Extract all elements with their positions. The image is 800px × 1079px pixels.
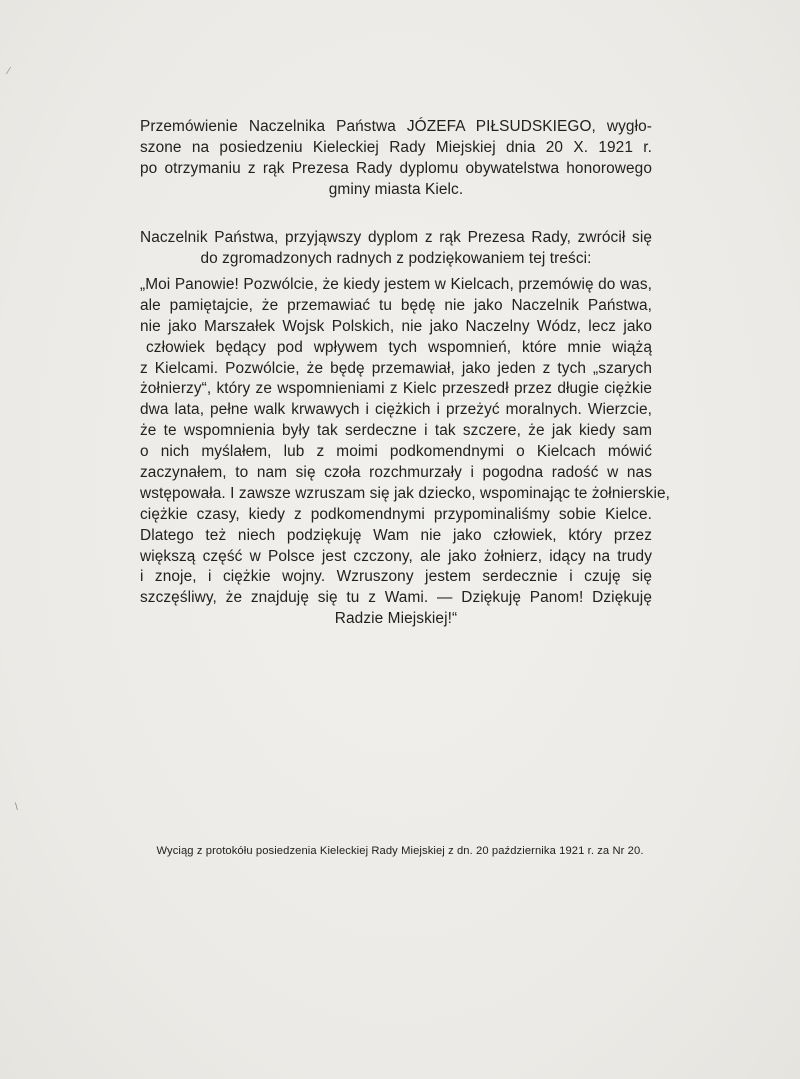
speech-line: zaczynałem, to nam się czoła rozchmurzały i pogodna radość w nas xyxy=(140,464,652,482)
speech-line: człowiek będący pod wpływem tych wspomnień, które mnie wiążą xyxy=(146,338,652,356)
document-footer-note: Wyciąg z protokółu posiedzenia Kieleckiej Rady Miejskiej z dn. 20 października 1921 r. za Nr 20. xyxy=(156,845,644,857)
intro-paragraph xyxy=(140,228,652,270)
intro-line: Naczelnik Państwa, przyjąwszy dyplom z rąk Prezesa Rady, zwrócił się xyxy=(140,229,652,246)
speech-line: i znoje, i ciężkie wojny. Wzruszony jestem serdecznie i czuję się xyxy=(140,568,652,586)
speech-line: Radzie Miejskiej!“ xyxy=(334,610,458,628)
speech-line: że te wspomnienia były tak serdeczne i tak szczere, że jak kiedy sam xyxy=(140,422,652,440)
speech-line: dwa lata, pełne walk krwawych i ciężkich i przeżyć moralnych. Wierzcie, xyxy=(140,401,652,419)
speech-line: nie jako Marszałek Wojsk Polskich, nie jako Naczelny Wódz, lecz jako xyxy=(140,317,652,335)
intro-line: do zgromadzonych radnych z podziękowaniem tej treści: xyxy=(200,249,592,267)
paper-speck: \ xyxy=(15,802,18,813)
title-line: po otrzymaniu z rąk Prezesa Rady dyplomu obywatelstwa honorowego xyxy=(140,159,652,177)
document-title-block xyxy=(140,117,652,201)
speech-line: żołnierzy“, który ze wspomnieniami z Kielc przeszedł przez długie ciężkie xyxy=(140,380,652,398)
title-line: Przemówienie Naczelnika Państwa JÓZEFA PIŁSUDSKIEGO, wygło- xyxy=(140,118,652,135)
title-line: gminy miasta Kielc. xyxy=(328,180,464,198)
title-line: szone na posiedzeniu Kieleckiej Rady Miejskiej dnia 20 X. 1921 r. xyxy=(140,138,652,156)
speech-paragraph xyxy=(140,275,671,630)
speech-line: wstępowała. I zawsze wzruszam się jak dziecko, wspominając te żołnierskie, xyxy=(140,484,671,502)
speech-line: z Kielcami. Pozwólcie, że będę przemawiał, jako jeden z tych „szarych xyxy=(140,359,652,377)
speech-line: ciężkie czasy, kiedy z podkomendnymi przypominaliśmy sobie Kielce. xyxy=(140,505,652,523)
speech-line: większą część w Polsce jest czczony, ale jako żołnierz, idący na trudy xyxy=(140,547,652,565)
speech-line: ale pamiętajcie, że przemawiać tu będę nie jako Naczelnik Państwa, xyxy=(140,296,652,314)
speech-line: o nich myślałem, lub z moimi podkomendnymi o Kielcach mówić xyxy=(140,443,652,461)
paper-speck: ⁄ xyxy=(8,66,10,77)
speech-line: „Moi Panowie! Pozwólcie, że kiedy jestem w Kielcach, przemówię do was, xyxy=(140,276,652,293)
speech-line: Dlatego też niech podziękuję Wam nie jako człowiek, który przez xyxy=(140,526,652,544)
speech-line: szczęśliwy, że znajduję się tu z Wami. — Dziękuję Panom! Dziękuję xyxy=(140,589,652,607)
